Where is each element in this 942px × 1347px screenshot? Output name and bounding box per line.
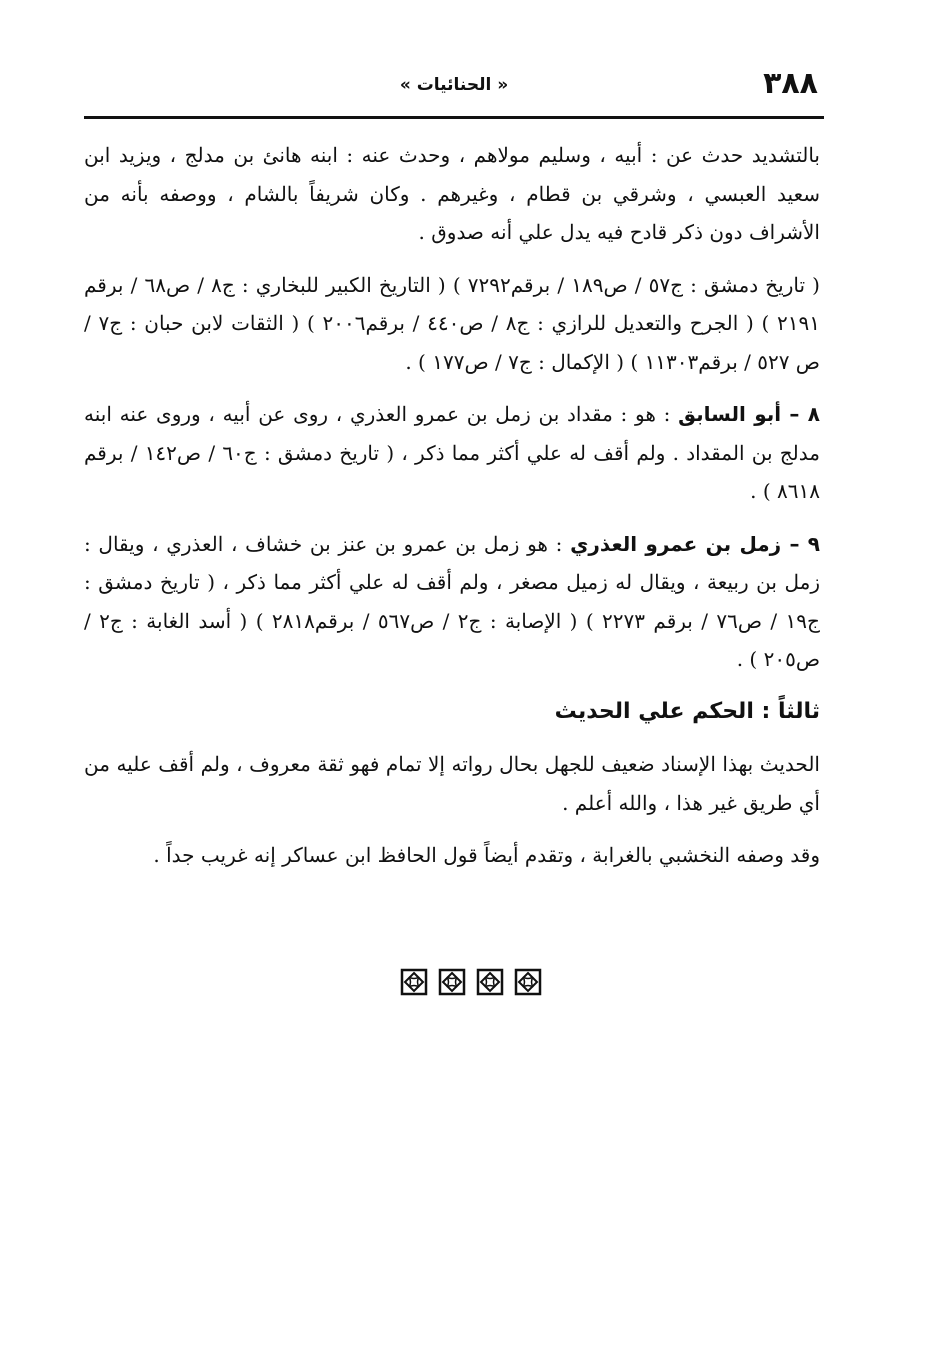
references-paragraph (84, 266, 820, 382)
paragraph-text: وقد وصفه النخشبي بالغرابة ، وتقدم أيضاً قول الحافظ ابن عساكر إنه غريب جداً . (153, 843, 820, 867)
square-knot-ornament-icon (476, 968, 504, 996)
header-rule (84, 116, 824, 119)
closing-paragraph (84, 836, 820, 875)
narrator-bio-paragraph (84, 136, 820, 252)
paragraph-text: : هو : مقداد بن زمل بن عمرو العذري ، روى عن أبيه ، وروى عنه ابنه مدلج بن المقداد . ولم أقف له علي أكثر مما ذكر ، ( تاريخ دمشق : ج٦٠ / ص١٤٢ / برقم ٨٦١٨ ) . (84, 402, 820, 503)
entry-name: ٩ – زمل بن عمرو العذري (570, 531, 820, 556)
page-number: ٣٨٨ (763, 66, 818, 101)
square-knot-ornament-icon (400, 968, 428, 996)
paragraph-text: : هو زمل بن عمرو بن عنز بن خشاف ، العذري ، ويقال : زمل بن ربيعة ، ويقال له زميل مصغر ، ولم أقف له علي أكثر مما ذكر ، ( تاريخ دمشق : ج١٩ / ص٧٦ / برقم ٢٢٧٣ ) ( الإصابة : ج٢ / ص٥٦٧ / برقم٢٨١٨ ) ( أسد الغابة : ج٢ / ص٢٠٥ ) . (84, 531, 820, 671)
section-heading: ثالثاً : الحكم علي الحديث (554, 698, 820, 724)
paragraph-text: الحديث بهذا الإسناد ضعيف للجهل بحال رواته إلا تمام فهو ثقة معروف ، ولم أقف عليه من أي طريق غير هذا ، والله أعلم . (84, 752, 820, 815)
ruling-paragraph (84, 745, 820, 822)
entry-name: ٨ – أبو السابق (678, 402, 820, 426)
paragraph-text: بالتشديد حدث عن : أبيه ، وسليم مولاهم ، وحدث عنه : ابنه هانئ بن مدلج ، ويزيد ابن سعيد العبسي ، وشرقي بن قطام ، وغيرهم . وكان شريفاً بالشام ، ووصفه بأنه من الأشراف دون ذكر قادح فيه يدل علي أنه صدوق . (84, 143, 820, 244)
square-knot-ornament-icon (514, 968, 542, 996)
paragraph-text: ( تاريخ دمشق : ج٥٧ / ص١٨٩ / برقم٧٢٩٢ ) ( التاريخ الكبير للبخاري : ج٨ / ص٦٨ / برقم ٢١٩١ ) ( الجرح والتعديل للرازي : ج٨ / ص٤٤٠ / برقم٢٠٠٦ ) ( الثقات لابن حبان : ج٧ / ص ٥٢٧ / برقم١١٣٠٣ ) ( الإكمال : ج٧ / ص١٧٧ ) . (84, 272, 820, 374)
narrator-entry-8 (84, 395, 820, 511)
main-text (84, 136, 820, 889)
narrator-entry-9 (84, 525, 820, 679)
running-title: « الحنائيات » (399, 75, 509, 95)
square-knot-ornament-icon (438, 968, 466, 996)
page-header (84, 62, 824, 112)
end-ornaments (0, 968, 942, 996)
